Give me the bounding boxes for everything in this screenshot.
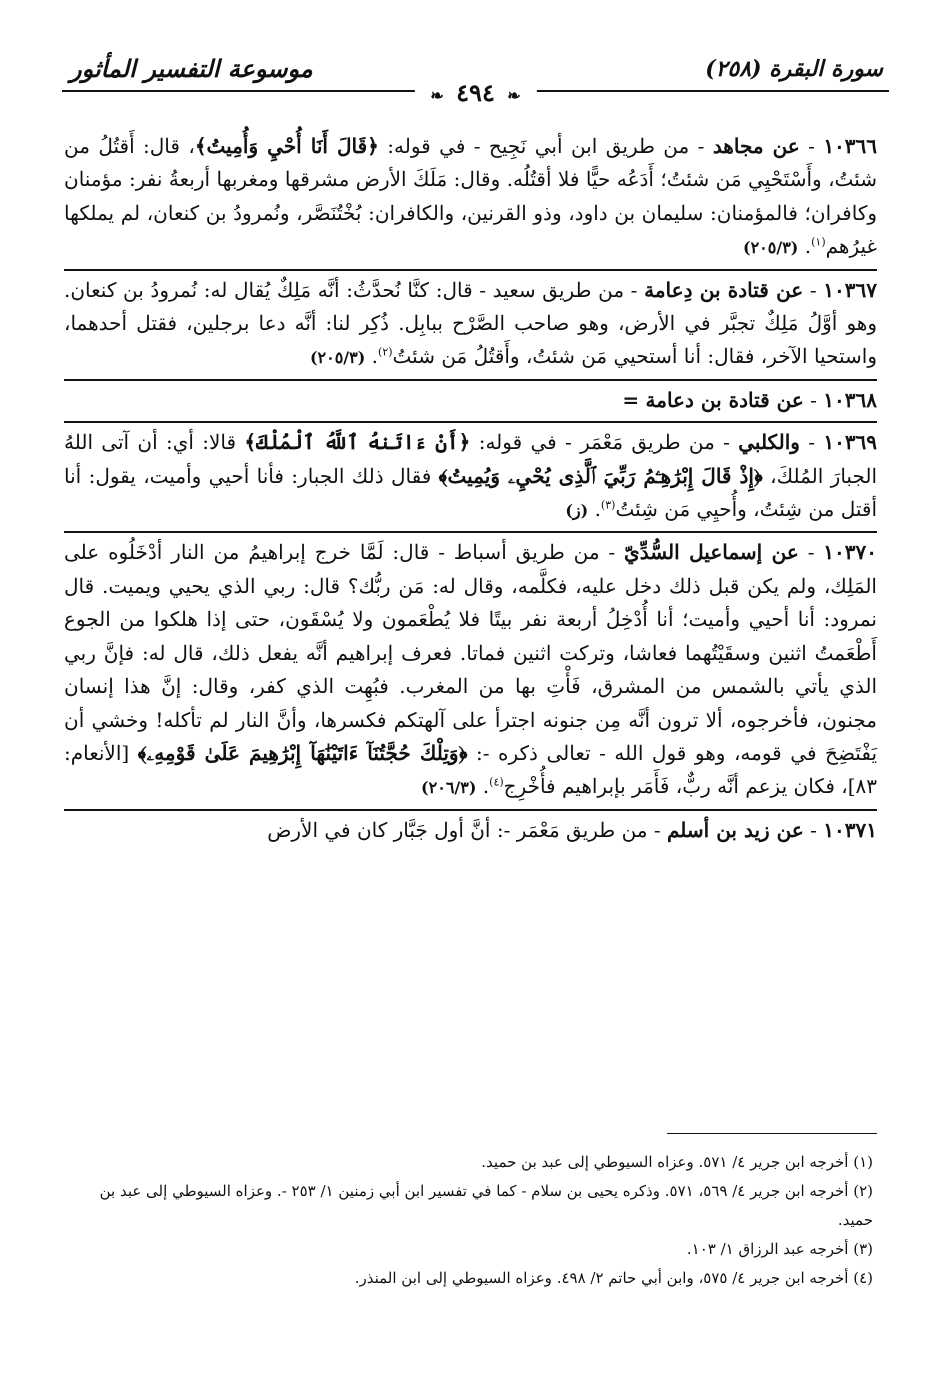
source-ref: (٢٠٥/٣) (743, 238, 799, 258)
book-title: موسوعة التفسير المأثور (70, 54, 313, 83)
entry-text: . (804, 234, 812, 259)
narrator: عن مجاهد (712, 134, 800, 158)
footnote-rule (667, 1133, 877, 1134)
narrator: عن إسماعيل السُّدِّيّ (624, 540, 799, 565)
narrator: والكلبي (738, 430, 800, 455)
narrator: عن زيد بن أسلم (666, 817, 804, 842)
narrator: عن قتادة بن دعامة (645, 387, 804, 412)
entry-text: قالا: أي: أن آتى اللهُ الجبارَ المُلكَ، (64, 430, 878, 488)
page-number-value: ٤٩٤ (456, 78, 495, 107)
quran-quote: ﴿قَالَ أَنَا أُحْيِ وَأُمِيتُ﴾ (194, 134, 379, 158)
footnote-4: (٤) أخرجه ابن جرير ٤/ ٥٧٥، وابن أبي حاتم ٢/ ٤٩٨. وعزاه السيوطي إلى ابن المنذر. (354, 1269, 873, 1287)
entry-10368: ١٠٣٦٨ - عن قتادة بن دعامة = (64, 379, 877, 417)
quran-quote: ﴿إِذْ قَالَ إِبْرَٰهِـۧمُ رَبِّيَ ٱلَّذِى يُحْيِۦ وَيُمِيتُ﴾ (438, 463, 763, 488)
surah-title: سورة البقرة (٢٥٨) (705, 56, 883, 82)
footnote-ref: (١) (811, 235, 826, 249)
entry-number: ١٠٣٧٠ (823, 540, 878, 565)
footnote-1: (١) أخرجه ابن جرير ٤/ ٥٧١. وعزاه السيوطي إلى عبد بن حميد. (481, 1153, 873, 1171)
entry-number: ١٠٣٦٨ (823, 387, 877, 412)
entry-text: . (482, 774, 490, 799)
page-number (414, 78, 536, 107)
entry-number: ١٠٣٦٦ (823, 134, 878, 158)
quran-quote: ﴿وَتِلْكَ حُجَّتُنَآ ءَاتَيْنَٰهَآ إِبْرَٰهِيمَ عَلَىٰ قَوْمِهِۦ﴾ (137, 740, 468, 765)
ornament-icon: ❧ (430, 86, 444, 105)
entry-text: - من طريق ابن أبي نَجِيح - في قوله: (387, 134, 705, 158)
entry-text: - من طريق سعيد - قال: كنَّا نُحدَّثُ: أنَّه مَلِكٌ يُقال له: نُمرودُ بن كنعان. وهو أوَّلُ مَلِكٌ تجبَّر في الأرض، وهو صاحب الصَّرْح ببابِل. ذُكِر لنا: أنَّه دعا برجلين، فقتل أحدهما، واستحيا الآخر، فقال: أنا أستحيي مَن شئتُ، وأَقتُلُ مَن شئتُ (64, 277, 877, 369)
entry-number: ١٠٣٦٩ (823, 430, 878, 455)
entry-10369: ١٠٣٦٩ - والكلبي - من طريق مَعْمَر - في قوله: ﴿أَنْ ءَاتَنهُ ٱللَّهُ ٱلْمُلْكَ﴾ قالا: أي: أن آتى اللهُ الجبارَ المُلكَ، ﴿إِذْ قَالَ إِبْرَٰهِـۧمُ رَبِّيَ ٱلَّذِى يُحْيِۦ وَيُمِيتُ﴾ فقال ذلك الجبار: فأنا أحيي وأميت، يقول: أنا أقتل من شِئتُ، وأُحيِي مَن شِئتُ$^{(٣)}$. (ز) (64, 421, 877, 527)
entry-text: . (371, 344, 379, 369)
source-ref: (ز) (565, 501, 589, 521)
footnote-ref: (٤) (489, 775, 504, 789)
entry-text: [الأنعام: ٨٣]، فكان يزعم أنَّه ربٌّ، فَأَمَر بإبراهيم فأُخْرِج (64, 740, 877, 799)
source-ref: (٢٠٦/٣) (421, 778, 477, 798)
entry-text: = (622, 387, 640, 412)
quran-quote: ﴿أَنْ ءَاتَنهُ ٱللَّهُ ٱلْمُلْكَ﴾ (244, 430, 471, 455)
entry-number: ١٠٣٧١ (823, 817, 877, 842)
narrator: عن قتادة بن دِعامة (644, 277, 804, 302)
entry-text: ، قال: أَقتُلُ من شئتُ، وأَسْتَحْيِي مَن شئتُ؛ أَدَعُه حيًّا فلا أقتُلُه. وقال: مَلَكَ الأرض مشرقها ومغربها أربعةُ نفر: مؤمنان وكافران؛ فالمؤمنان: سليمان بن داود، وذو القرنين، والكافران: بُخْتُنَصَّر، ونُمرودُ بن كنعان، لم يملكها غيرُهم (64, 134, 877, 259)
entry-10367: ١٠٣٦٧ - عن قتادة بن دِعامة - من طريق سعيد - قال: كنَّا نُحدَّثُ: أنَّه مَلِكٌ يُقال له: نُمرودُ بن كنعان. وهو أوَّلُ مَلِكٌ تجبَّر في الأرض، وهو صاحب الصَّرْح ببابِل. ذُكِر لنا: أنَّه دعا برجلين، فقتل أحدهما، واستحيا الآخر، فقال: أنا أستحيي مَن شئتُ، وأَقتُلُ مَن شئتُ$^{(٢)}$. (٢٠٥/٣) (64, 269, 877, 375)
source-ref: (٢٠٥/٣) (309, 348, 366, 368)
entry-10370: ١٠٣٧٠ - عن إسماعيل السُّدِّيّ - من طريق أسباط - قال: لَمَّا خرج إبراهيمُ من النار أدْخَلُوه على المَلِك، ولم يكن قبل ذلك دخل عليه، فكلَّمه، وقال له: مَن ربُّك؟ قال: ربي الذي يحيي ويميت. قال نمرود: أنا أحيي وأميت؛ أنا أُدْخِلُ أربعة نفر بيتًا فلا يُطْعَمون ولا يُسْقَون، حتى إذا هلكوا من الجوع أَطْعَمتُ اثنين وسقَيْتُهما فعاشا، وتركت اثنين فماتا. فعرف إبراهيم أنَّه يفعل ذلك، قال له: فإنَّ ربي الذي يأتي بالشمس من المشرق، فَأْتِ بها من المغرب. فبُهِت الذي كفر، وقال: إنَّ هذا إنسان مجنون، فأخرجوه، ألا ترون أنَّه مِن جنونه اجترأ على آلهتكم فكسرها، وأنَّ النار لم تأكله! وخشي أن يَفْتَضِحَ في قومه، وهو قول الله - تعالى ذكره -: ﴿وَتِلْكَ حُجَّتُنَآ ءَاتَيْنَٰهَآ إِبْرَٰهِيمَ عَلَىٰ قَوْمِهِۦ﴾ [الأنعام: ٨٣]، فكان يزعم أنَّه ربٌّ، فَأَمَر بإبراهيم فأُخْرِج$^{(٤)}$. (٢٠٦/٣) (64, 531, 877, 804)
entry-text: - من طريق مَعْمَر - في قوله: (478, 430, 730, 455)
entry-text: - من طريق مَعْمَر -: أنَّ أول جَبَّار كان في الأرض (267, 817, 661, 842)
entry-10366: ١٠٣٦٦ - عن مجاهد - من طريق ابن أبي نَجِيح - في قوله: ﴿قَالَ أَنَا أُحْيِ وَأُمِيتُ﴾، قال: أَقتُلُ من شئتُ، وأَسْتَحْيِي مَن شئتُ؛ أَدَعُه حيًّا فلا أقتُلُه. وقال: مَلَكَ الأرض مشرقها ومغربها أربعةُ نفر: مؤمنان وكافران؛ فالمؤمنان: سليمان بن داود، وذو القرنين، والكافران: بُخْتُنَصَّر، ونُمرودُ بن كنعان، لم يملكها غيرُهم$^{(١)}$. (٢٠٥/٣) (64, 134, 878, 259)
footnote-ref: (٢) (378, 345, 393, 359)
entry-text: - من طريق أسباط - قال: لَمَّا خرج إبراهيمُ من النار أدْخَلُوه على المَلِك، ولم يكن قبل ذلك دخل عليه، فكلَّمه، وقال له: مَن ربُّك؟ قال: ربي الذي يحيي ويميت. قال نمرود: أنا أحيي وأميت؛ أنا أُدْخِلُ أربعة نفر بيتًا فلا يُطْعَمون ولا يُسْقَون، حتى إذا هلكوا من الجوع أَطْعَمتُ اثنين وسقَيْتُهما فعاشا، وتركت اثنين فماتا. فعرف إبراهيم أنَّه يفعل ذلك، قال له: فإنَّ ربي الذي يأتي بالشمس من المشرق، فَأْتِ بها من المغرب. فبُهِت الذي كفر، وقال: إنَّ هذا إنسان مجنون، فأخرجوه، ألا ترون أنَّه مِن جنونه اجترأ على آلهتكم فكسرها، وأنَّ النار لم تأكله! وخشي أن يَفْتَضِحَ في قومه، وهو قول الله - تعالى ذكره -: (64, 540, 878, 765)
ornament-icon: ❧ (507, 86, 521, 105)
footnote-ref: (٣) (600, 498, 616, 512)
entry-text: فقال ذلك الجبار: فأنا أحيي وأميت، يقول: أنا أقتل من شِئتُ، وأُحيِي مَن شِئتُ (64, 463, 877, 522)
entry-text: . (594, 497, 601, 522)
footnote-3: (٣) أخرجه عبد الرزاق ١/ ١٠٣. (686, 1240, 873, 1258)
entry-number: ١٠٣٦٧ (823, 277, 878, 302)
entry-10371: ١٠٣٧١ - عن زيد بن أسلم - من طريق مَعْمَر -: أنَّ أول جَبَّار كان في الأرض (64, 809, 877, 847)
footnote-2: (٢) أخرجه ابن جرير ٤/ ٥٦٩، ٥٧١. وذكره يحيى بن سلام - كما في تفسير ابن أبي زمنين ١/ ٢٥٣ -. وعزاه السيوطي إلى عبد بن حميد. (99, 1182, 873, 1229)
footnotes (64, 1148, 873, 1293)
running-header (62, 50, 889, 106)
main-text (64, 130, 877, 851)
